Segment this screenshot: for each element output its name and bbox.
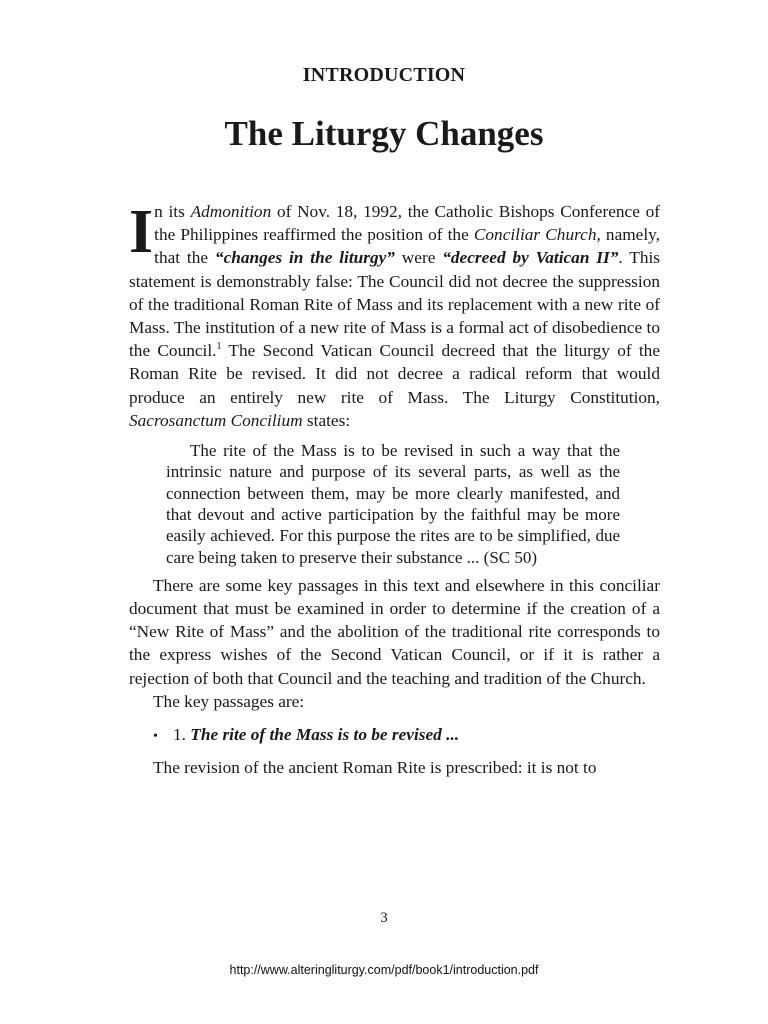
block-quote: The rite of the Mass is to be revised in such a way that the intrinsic nature and purpose of its several parts, as well as the connection between them, may be more clearly manifested, and that devout and active participation by the faithful may be more easily achieved. For this purpose the rites are to be simplified, due care being taken to preserve their substance ... (SC 50) <box>166 441 620 567</box>
footnote-ref[interactable]: 1 <box>216 341 222 353</box>
bullet-icon: • <box>153 729 158 745</box>
decreed-quote: “decreed by Vatican II” <box>442 248 619 268</box>
lead-text-1: n its <box>154 202 191 221</box>
bullet-number: 1. <box>173 725 186 745</box>
paragraph-key-passages: There are some key passages in this text and elsewhere in this conciliar document that must be examined in order to determine if the creation of a “New Rite of Mass” and the abolition of the traditional rite corresponds to the express wishes of the Second Vatican Council, or if it is rather a rejection of both that Council and the teaching and tradition of the Church. <box>129 575 660 688</box>
changes-quote: “changes in the liturgy” <box>214 248 395 268</box>
bullet-item <box>153 723 660 748</box>
lead-text-4: were <box>394 248 443 268</box>
chapter-title: The Liturgy Changes <box>224 114 544 153</box>
lead-text-5: . This statement is demonstrably false: The Council did not decree the suppression of the traditional Roman Rite of Mass and its replacement with a new rite of Mass. The institution of a new rite of Mass is a formal act of disobedience to the Council. <box>129 248 660 361</box>
bullet-text: The rite of the Mass is to be revised ... <box>190 725 460 745</box>
lead-text-7: states: <box>302 410 351 430</box>
paragraph-key-passages-intro: The key passages are: <box>153 691 305 711</box>
paragraph-revision: The revision of the ancient Roman Rite is prescribed: it is not to <box>153 758 597 778</box>
chapter-label: INTRODUCTION <box>302 64 466 86</box>
admonition-term: Admonition <box>190 202 272 221</box>
page-number: 3 <box>380 910 388 926</box>
lead-text-6: The Second Vatican Council decreed that the liturgy of the Roman Rite be revised. It did not decree a radical reform that would produce an entirely new rite of Mass. The Liturgy Constitution, <box>129 341 660 407</box>
drop-cap: I <box>129 198 154 266</box>
source-url[interactable]: http://www.alteringliturgy.com/pdf/book1/introduction.pdf <box>229 963 539 977</box>
lead-text-2: of Nov. 18, 1992, the Catholic Bishops Conference of the Philippines reaffirmed the position of the <box>154 202 660 245</box>
lead-paragraph <box>129 200 660 432</box>
sacrosanctum-term: Sacrosanctum Concilium <box>129 410 303 430</box>
conciliar-church-term: Conciliar Church, <box>473 225 601 245</box>
lead-text-3: namely, that the <box>154 225 660 268</box>
body-text <box>129 200 660 779</box>
